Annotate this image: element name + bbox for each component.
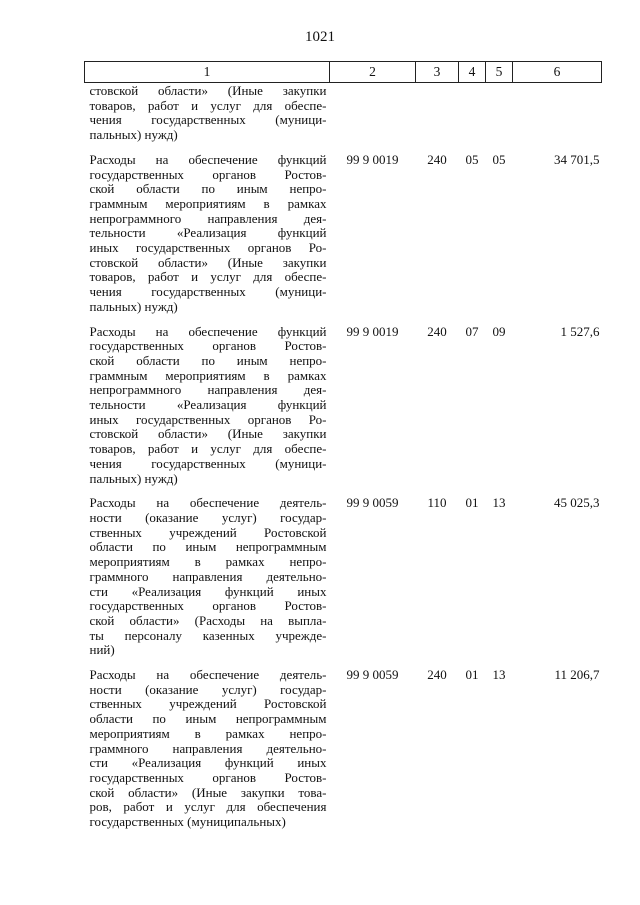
column-header: 1 xyxy=(85,62,330,83)
subsection-code: 13 xyxy=(492,667,506,683)
section-code xyxy=(459,83,486,153)
description-line: пальных) нужд) xyxy=(89,298,178,314)
description-line: ственных учреждений Ростовской xyxy=(89,524,327,540)
expense-type-code xyxy=(416,83,459,153)
description-line: непрограммного направления дея- xyxy=(89,210,327,226)
description-line: тельности «Реализация функций xyxy=(89,397,327,413)
subsection-code: 13 xyxy=(492,495,506,511)
description-line: ности (оказание услуг) государ- xyxy=(89,681,327,697)
column-header: 3 xyxy=(416,62,459,83)
expense-type-code: 110 xyxy=(427,495,447,511)
description-line: стовской области» (Иные закупки xyxy=(89,254,327,270)
description-line: чения государственных (муници- xyxy=(89,284,327,300)
description-line: пальных) нужд) xyxy=(89,127,178,143)
description-line: тельности «Реализация функций xyxy=(89,225,327,241)
description-line: иных государственных органов Ро- xyxy=(89,411,327,427)
target-article-code: 99 9 0019 xyxy=(346,323,399,339)
table-row xyxy=(85,83,602,153)
expense-description xyxy=(85,325,330,497)
description-line: области по иным непрограммным xyxy=(89,539,327,555)
description-line: товаров, работ и услуг для обеспе- xyxy=(89,97,327,113)
subsection-code: 05 xyxy=(492,151,506,167)
description-line: пальных) нужд) xyxy=(89,470,178,486)
page-number: 1021 xyxy=(305,29,335,45)
description-line: граммного направления деятельно- xyxy=(89,740,327,756)
subsection-code: 09 xyxy=(492,323,506,339)
description-line: стовской области» (Иные закупки xyxy=(89,83,327,98)
description-line: сти «Реализация функций иных xyxy=(89,755,327,771)
description-line: области по иным непрограммным xyxy=(89,711,327,727)
description-line: ты персоналу казенных учрежде- xyxy=(89,627,327,643)
description-line: ской области» (Иные закупки това- xyxy=(89,784,327,800)
description-line: ственных учреждений Ростовской xyxy=(89,696,327,712)
expense-description xyxy=(85,153,330,325)
description-line: чения государственных (муници- xyxy=(89,112,327,128)
description-line: государственных органов Ростов- xyxy=(89,166,327,182)
description-line: иных государственных органов Ро- xyxy=(89,240,327,256)
description-line: Расходы на обеспечение деятель- xyxy=(89,495,327,511)
expense-type-code: 240 xyxy=(427,323,447,339)
description-line: мероприятиям в рамках непро- xyxy=(89,554,327,570)
description-line: ров, работ и услуг для обеспечения xyxy=(89,799,327,815)
description-line: граммным мероприятиям в рамках xyxy=(89,195,327,211)
target-article-code xyxy=(330,83,416,153)
description-line: товаров, работ и услуг для обеспе- xyxy=(89,441,327,457)
expense-description xyxy=(85,83,330,153)
table-row xyxy=(85,153,602,325)
description-line: ности (оказание услуг) государ- xyxy=(89,509,327,525)
description-line: государственных органов Ростов- xyxy=(89,338,327,354)
expense-description xyxy=(85,496,330,668)
table-row xyxy=(85,325,602,497)
description-line: товаров, работ и услуг для обеспе- xyxy=(89,269,327,285)
expense-type-code: 240 xyxy=(427,151,447,167)
target-article-code: 99 9 0059 xyxy=(346,495,399,511)
section-code: 05 xyxy=(465,151,479,167)
amount-value: 34 701,5 xyxy=(554,151,600,167)
amount-value: 45 025,3 xyxy=(554,495,600,511)
description-line: ний) xyxy=(89,642,115,658)
column-header: 4 xyxy=(459,62,486,83)
amount-value xyxy=(513,83,602,153)
table-body xyxy=(85,83,602,840)
expense-type-code: 240 xyxy=(427,667,447,683)
description-line: Расходы на обеспечение функций xyxy=(89,323,327,339)
column-header: 6 xyxy=(513,62,602,83)
amount-value: 1 527,6 xyxy=(560,323,600,339)
description-line: Расходы на обеспечение деятель- xyxy=(89,667,327,683)
description-line: граммного направления деятельно- xyxy=(89,568,327,584)
description-line: ской области по иным непро- xyxy=(89,352,327,368)
subsection-code xyxy=(486,83,513,153)
amount-value: 11 206,7 xyxy=(554,667,600,683)
description-line: стовской области» (Иные закупки xyxy=(89,426,327,442)
description-line: граммным мероприятиям в рамках xyxy=(89,367,327,383)
table-header-row xyxy=(85,62,602,83)
description-line: Расходы на обеспечение функций xyxy=(89,151,327,167)
target-article-code: 99 9 0059 xyxy=(346,667,399,683)
description-line: непрограммного направления дея- xyxy=(89,382,327,398)
table-row xyxy=(85,668,602,840)
table-row xyxy=(85,496,602,668)
target-article-code: 99 9 0019 xyxy=(346,151,399,167)
description-line: мероприятиям в рамках непро- xyxy=(89,725,327,741)
description-line: чения государственных (муници- xyxy=(89,455,327,471)
expense-description xyxy=(85,668,330,840)
description-line: государственных (муниципальных) xyxy=(89,814,286,830)
column-header: 5 xyxy=(486,62,513,83)
description-line: сти «Реализация функций иных xyxy=(89,583,327,599)
section-code: 07 xyxy=(465,323,479,339)
description-line: ской области» (Расходы на выпла- xyxy=(89,612,327,628)
section-code: 01 xyxy=(465,495,479,511)
budget-table xyxy=(84,61,602,840)
column-header: 2 xyxy=(330,62,416,83)
description-line: ской области по иным непро- xyxy=(89,181,327,197)
description-line: государственных органов Ростов- xyxy=(89,769,327,785)
section-code: 01 xyxy=(465,667,479,683)
description-line: государственных органов Ростов- xyxy=(89,598,327,614)
